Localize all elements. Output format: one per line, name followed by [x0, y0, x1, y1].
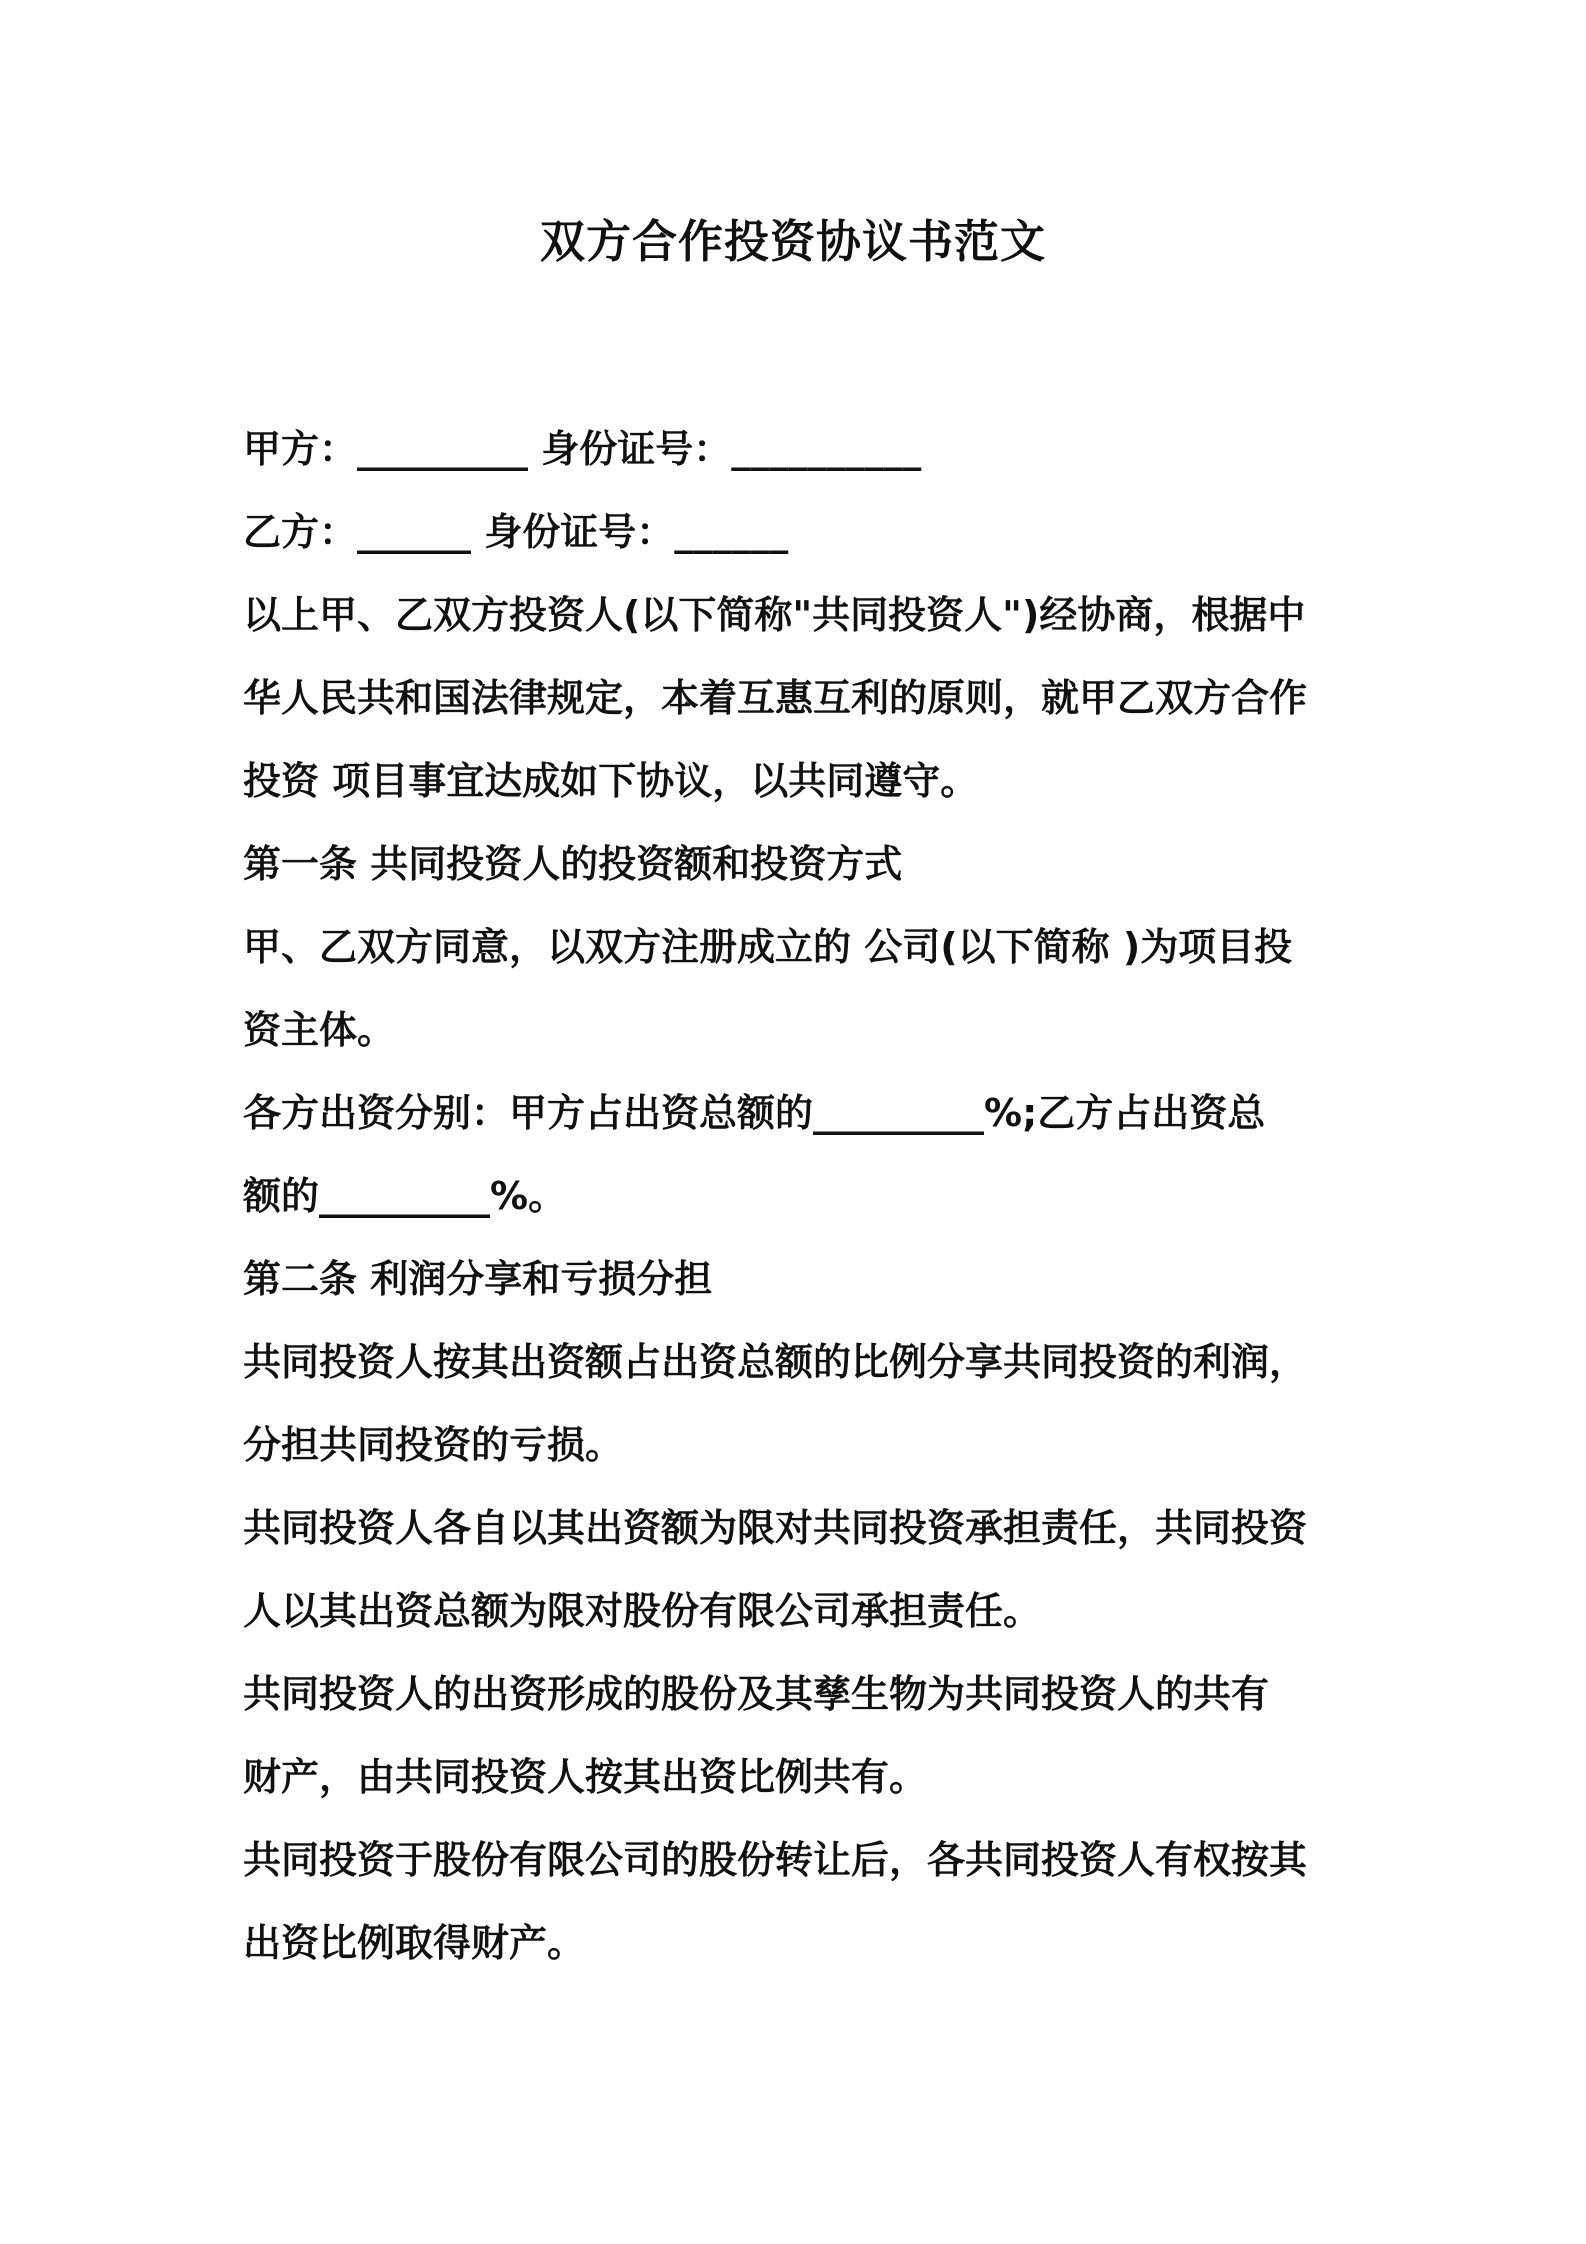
document-title: 双方合作投资协议书范文 [539, 215, 1046, 268]
preamble-line-3: 投资 项目事宜达成如下协议，以共同遵守。 [243, 759, 979, 803]
article-1-para-1-line-1: 甲、乙双方同意，以双方注册成立的 公司(以下简称 )为项目投 [243, 925, 1293, 969]
article-1-para-2-line-1: 各方出资分别：甲方占出资总额的_________%;乙方占出资总 [243, 1091, 1266, 1135]
article-1-para-2-line-2: 额的_________%。 [243, 1174, 567, 1218]
article-2-para-1-line-2: 分担共同投资的亏损。 [243, 1423, 624, 1467]
article-2-para-4-line-1: 共同投资于股份有限公司的股份转让后，各共同投资人有权按其 [243, 1838, 1308, 1882]
article-2-para-4-line-2: 出资比例取得财产。 [243, 1921, 586, 1965]
preamble-line-2: 华人民共和国法律规定，本着互惠互利的原则，就甲乙双方合作 [243, 676, 1308, 720]
party-b-line: 乙方：______ 身份证号：______ [243, 510, 789, 554]
article-2-para-2-line-1: 共同投资人各自以其出资额为限对共同投资承担责任，共同投资 [243, 1506, 1308, 1550]
article-2-heading: 第二条 利润分享和亏损分担 [243, 1257, 713, 1301]
article-1-para-1-line-2: 资主体。 [243, 1008, 396, 1052]
preamble-line-1: 以上甲、乙双方投资人(以下简称"共同投资人")经协商，根据中 [243, 593, 1306, 637]
article-2-para-2-line-2: 人以其出资总额为限对股份有限公司承担责任。 [243, 1589, 1042, 1633]
article-2-para-3-line-1: 共同投资人的出资形成的股份及其孳生物为共同投资人的共有 [243, 1672, 1270, 1716]
article-2-para-3-line-2: 财产，由共同投资人按其出资比例共有。 [243, 1755, 928, 1799]
party-a-line: 甲方：_________ 身份证号：__________ [243, 427, 922, 471]
article-2-para-1-line-1: 共同投资人按其出资额占出资总额的比例分享共同投资的利润， [243, 1340, 1308, 1384]
document-body [243, 408, 1363, 1985]
article-1-heading: 第一条 共同投资人的投资额和投资方式 [243, 842, 903, 886]
